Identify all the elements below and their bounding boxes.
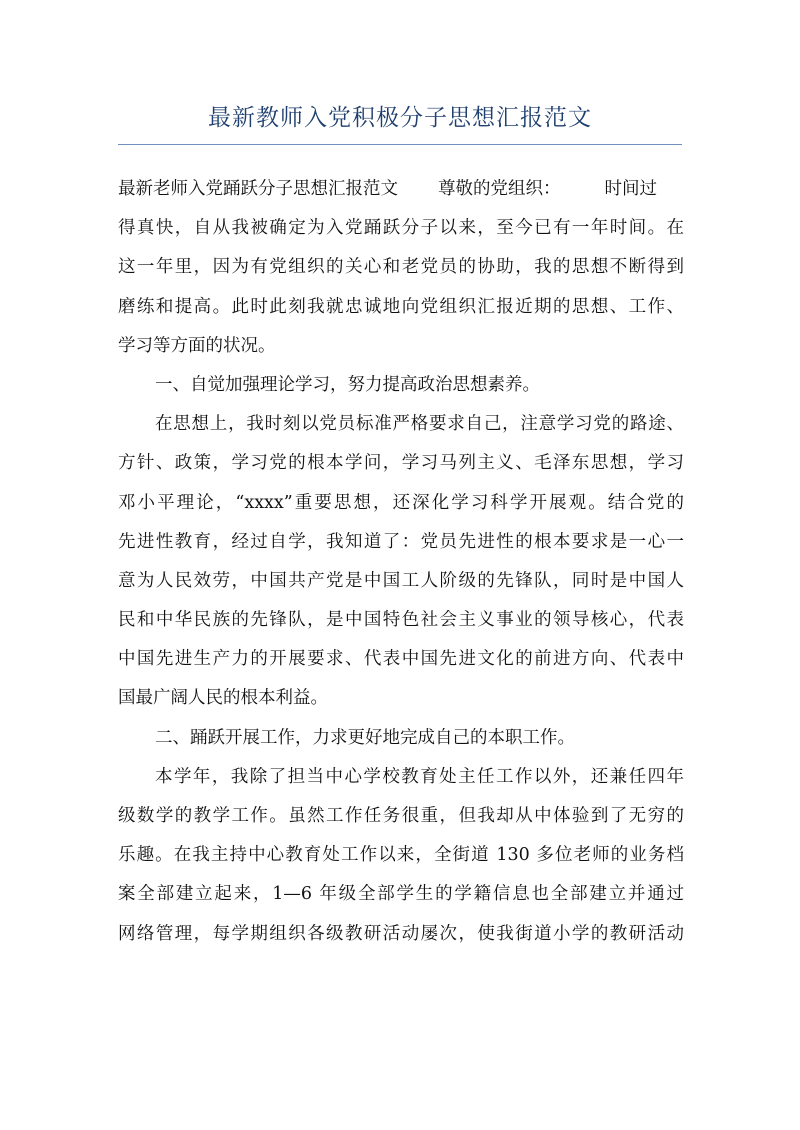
doc-subtitle: 最新老师入党踊跃分子思想汇报范文 — [118, 179, 398, 199]
body-line: 学习等方面的状况。 — [118, 335, 276, 356]
body-line: 先进性教育，经过自学，我知道了：党员先进性的根本要求是一心一 — [118, 531, 684, 552]
title-divider — [118, 144, 682, 145]
section-heading-1: 一、自觉加强理论学习，努力提高政治思想素养。 — [155, 374, 540, 395]
body-line: 本学年，我除了担当中心学校教育处主任工作以外，还兼任四年 — [155, 766, 684, 787]
salutation: 尊敬的党组织： — [438, 179, 561, 199]
document-title: 最新教师入党积极分子思想汇报范文 — [208, 105, 592, 131]
section-heading-2: 二、踊跃开展工作，力求更好地完成自己的本职工作。 — [155, 727, 575, 748]
body-line: 案全部建立起来，1—6 年级全部学生的学籍信息也全部建立并通过 — [118, 884, 684, 905]
header-continuation: 时间过 — [604, 179, 657, 199]
body-line: 在思想上，我时刻以党员标准严格要求自己，注意学习党的路途、 — [155, 414, 684, 435]
body-line: 意为人民效劳，中国共产党是中国工人阶级的先锋队，同时是中国人 — [118, 570, 684, 591]
body-line: 邓小平理论，“xxxx”重要思想，还深化学习科学开展观。结合党的 — [118, 492, 684, 513]
body-line: 磨练和提高。此时此刻我就忠诚地向党组织汇报近期的思想、工作、 — [118, 296, 684, 317]
body-line: 网络管理，每学期组织各级教研活动屡次，使我街道小学的教研活动 — [118, 923, 684, 944]
body-line: 中国先进生产力的开展要求、代表中国先进文化的前进方向、代表中 — [118, 649, 684, 670]
document-body — [118, 170, 684, 954]
body-line: 这一年里，因为有党组织的关心和老党员的协助，我的思想不断得到 — [118, 257, 684, 278]
header-line — [118, 170, 684, 209]
body-line: 得真快，自从我被确定为入党踊跃分子以来，至今已有一年时间。在 — [118, 218, 684, 239]
body-line: 级数学的教学工作。虽然工作任务很重，但我却从中体验到了无穷的 — [118, 806, 684, 826]
body-line: 方针、政策，学习党的根本学问，学习马列主义、毛泽东思想，学习 — [118, 453, 684, 474]
body-line: 乐趣。在我主持中心教育处工作以来，全街道 130 多位老师的业务档 — [118, 845, 684, 866]
body-line: 国最广阔人民的根本利益。 — [118, 688, 328, 709]
body-line: 民和中华民族的先锋队，是中国特色社会主义事业的领导核心，代表 — [118, 610, 684, 631]
